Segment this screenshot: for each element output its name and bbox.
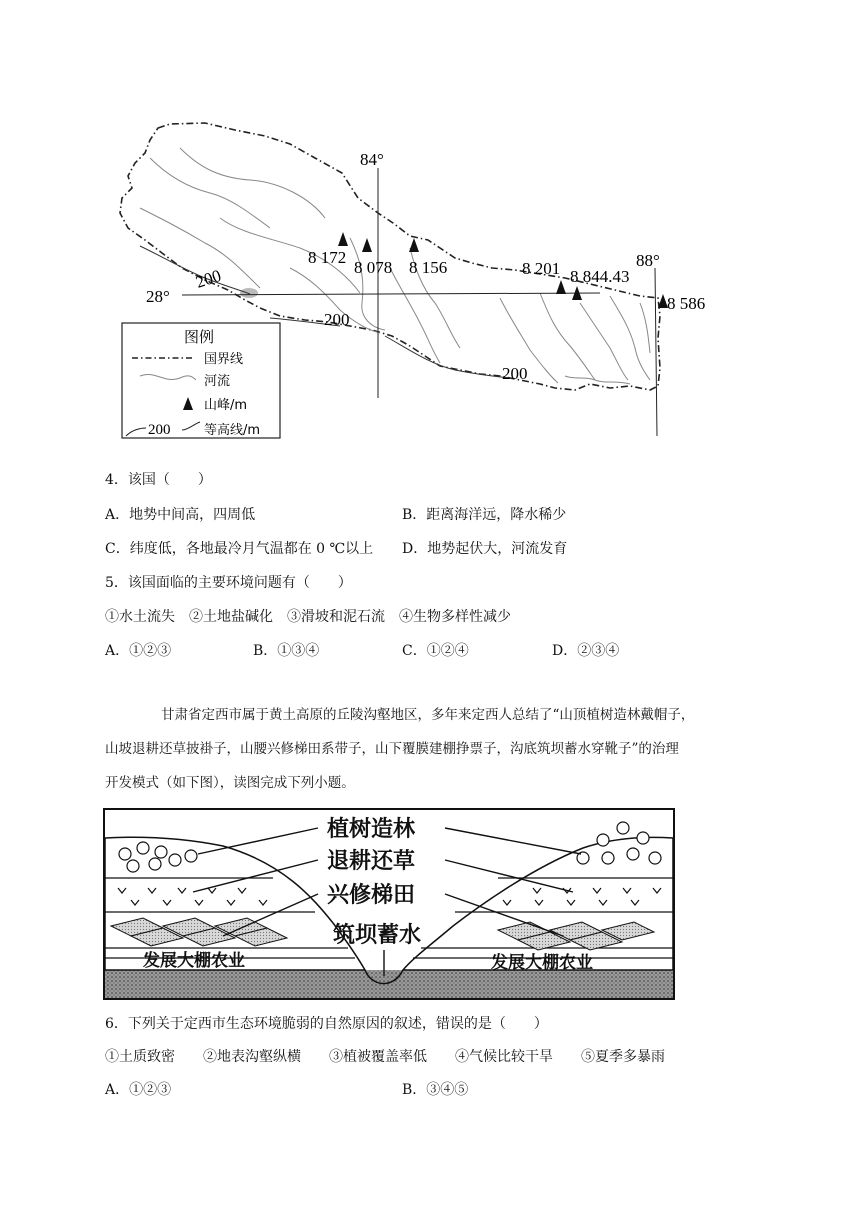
- q5-option-b[interactable]: B．①③④: [253, 643, 320, 659]
- lake: [240, 288, 258, 298]
- label-terrace: 兴修梯田: [327, 883, 416, 908]
- label-afforestation: 植树造林: [327, 817, 416, 842]
- passage-line-3: 开发模式（如下图），读图完成下列小题。: [105, 775, 355, 791]
- label-greenhouse-left: 发展大棚农业: [143, 951, 245, 971]
- peak-label-2: 8 078: [354, 258, 393, 277]
- legend-peak: 山峰/m: [204, 398, 248, 413]
- question-6-stem: 6．下列关于定西市生态环境脆弱的自然原因的叙述，错误的是（ ）: [105, 1016, 548, 1032]
- peak-label-5: 8 844.43: [570, 267, 630, 286]
- question-5-items: ①水土流失 ②土地盐碱化 ③滑坡和泥石流 ④生物多样性减少: [105, 609, 511, 625]
- parallel-28-label: 28°: [146, 287, 170, 306]
- country-map: [110, 118, 720, 440]
- legend-contour-sample: 200: [148, 422, 171, 438]
- peak-label-1: 8 172: [308, 248, 347, 267]
- peak-label-3: 8 156: [409, 258, 448, 277]
- governance-model-diagram: [103, 808, 675, 1000]
- reading-passage: [105, 698, 755, 800]
- q4-option-c[interactable]: C．纬度低，各地最冷月气温都在 0 ℃以上: [105, 541, 374, 557]
- label-dam: 筑坝蓄水: [333, 923, 422, 948]
- q6-option-b[interactable]: B．③④⑤: [402, 1082, 469, 1098]
- q5-option-a[interactable]: A．①②③: [105, 643, 172, 659]
- map-legend: [122, 323, 280, 438]
- q6-option-a[interactable]: A．①②③: [105, 1082, 172, 1098]
- q4-option-b[interactable]: B．距离海洋远，降水稀少: [402, 507, 567, 523]
- passage-line-2: 山坡退耕还草披褂子，山腰兴修梯田系带子，山下覆膜建棚挣票子，沟底筑坝蓄水穿靴子”的治理: [105, 741, 679, 757]
- legend-border: 国界线: [204, 352, 244, 367]
- label-greenhouse-right: 发展大棚农业: [491, 953, 593, 973]
- contour-label-1: 200: [193, 265, 224, 292]
- question-6-items: ①土质致密 ②地表沟壑纵横 ③植被覆盖率低 ④气候比较干旱 ⑤夏季多暴雨: [105, 1049, 665, 1065]
- q5-option-d[interactable]: D．②③④: [552, 643, 620, 659]
- contour-label-3: 200: [502, 364, 528, 383]
- contour-label-2: 200: [324, 310, 350, 329]
- legend-river: 河流: [204, 374, 231, 389]
- peak-label-4: 8 201: [522, 259, 561, 278]
- label-grassland: 退耕还草: [327, 849, 416, 874]
- q4-option-a[interactable]: A．地势中间高，四周低: [105, 507, 256, 523]
- q5-option-c[interactable]: C．①②④: [402, 643, 469, 659]
- question-5-stem: 5．该国面临的主要环境问题有（ ）: [105, 575, 352, 591]
- question-4-stem: 4．该国（ ）: [105, 472, 212, 488]
- meridian-88-line: [655, 268, 657, 436]
- meridian-88-label: 88°: [636, 251, 660, 270]
- passage-line-1: 甘肃省定西市属于黄土高原的丘陵沟壑地区，多年来定西人总结了“山顶植树造林戴帽子，: [161, 707, 695, 723]
- meridian-84-label: 84°: [360, 150, 384, 169]
- legend-title: 图例: [184, 328, 215, 346]
- peak-label-6: 8 586: [667, 294, 706, 313]
- q4-option-d[interactable]: D．地势起伏大，河流发育: [402, 541, 568, 557]
- legend-contour: 等高线/m: [204, 423, 261, 438]
